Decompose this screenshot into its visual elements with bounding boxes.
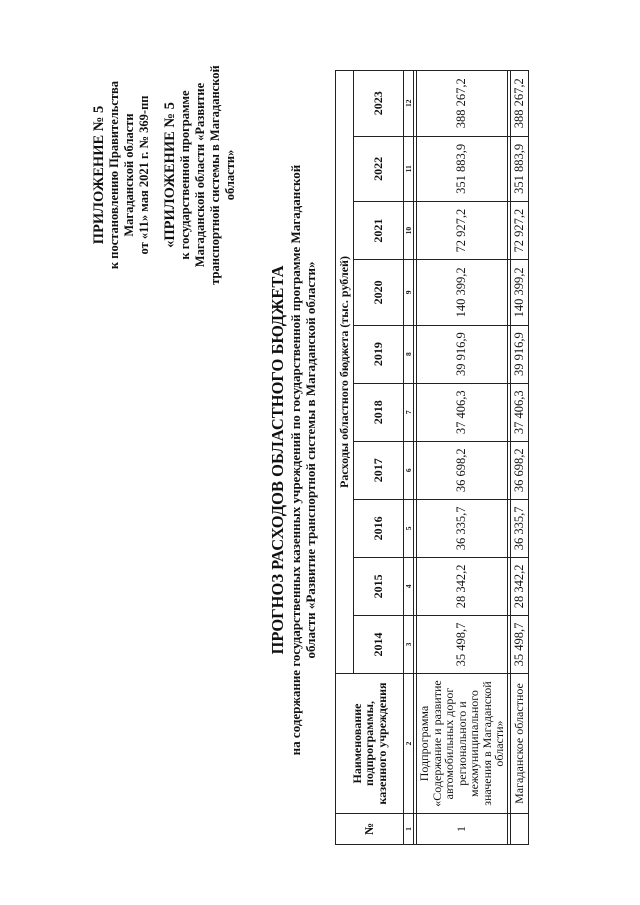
- row-value: 37 406,3: [417, 383, 508, 441]
- row-value: 36 335,7: [510, 499, 528, 557]
- inner-appendix-line: транспортной системы в Магаданской: [208, 65, 222, 285]
- row-value: 140 399,2: [417, 260, 508, 326]
- row-value: 351 883,9: [510, 136, 528, 202]
- appendix-block: [92, 25, 238, 325]
- row-number: 1: [417, 814, 508, 845]
- year-header: 2015: [354, 557, 404, 615]
- inner-appendix-line: Магаданской области «Развитие: [193, 82, 207, 268]
- appendix-line: Магаданской области: [122, 113, 136, 237]
- appendix-title: ПРИЛОЖЕНИЕ № 5: [91, 105, 107, 245]
- year-header: 2017: [354, 441, 404, 499]
- column-index: 8: [404, 325, 414, 383]
- column-index: 5: [404, 499, 414, 557]
- row-value: 388 267,2: [510, 71, 528, 137]
- row-name: Магаданское областное: [510, 674, 528, 814]
- row-value: 39 916,9: [510, 325, 528, 383]
- document-title: ПРОГНОЗ РАСХОДОВ ОБЛАСТНОГО БЮДЖЕТА: [268, 265, 287, 655]
- year-header: 2021: [354, 202, 404, 260]
- table-row: [510, 71, 528, 845]
- column-index: 1: [404, 814, 414, 845]
- column-index: 7: [404, 383, 414, 441]
- column-index: 2: [404, 674, 414, 814]
- row-value: 35 498,7: [510, 615, 528, 673]
- year-header: 2023: [354, 71, 404, 137]
- row-value: 36 335,7: [417, 499, 508, 557]
- row-value: 36 698,2: [510, 441, 528, 499]
- document-subtitle: на содержание государственных казенных учреждений по государственной программе Магаданской: [288, 164, 303, 756]
- row-value: 351 883,9: [417, 136, 508, 202]
- row-value: 28 342,2: [510, 557, 528, 615]
- table-header-row: [336, 71, 354, 845]
- row-value: 35 498,7: [417, 615, 508, 673]
- year-header: 2018: [354, 383, 404, 441]
- expenses-header: Расходы областного бюджета (тыс. рублей): [336, 71, 354, 674]
- row-value: 72 927,2: [510, 202, 528, 260]
- year-header: 2016: [354, 499, 404, 557]
- inner-appendix-line: области»: [223, 149, 237, 201]
- row-value: 37 406,3: [510, 383, 528, 441]
- column-index: 4: [404, 557, 414, 615]
- inner-appendix-title: «ПРИЛОЖЕНИЕ № 5: [162, 102, 178, 248]
- column-index: 3: [404, 615, 414, 673]
- row-name: Подпрограмма «Содержание и развитие автомобильных дорог регионального и межмуниципального значения в Магаданской области»: [417, 674, 508, 814]
- year-header: 2022: [354, 136, 404, 202]
- column-index: 6: [404, 441, 414, 499]
- col-no-header: №: [336, 814, 404, 845]
- document-subtitle: области «Развитие транспортной системы в Магаданской области»: [303, 261, 318, 659]
- year-header: 2020: [354, 260, 404, 326]
- row-value: 140 399,2: [510, 260, 528, 326]
- row-value: 36 698,2: [417, 441, 508, 499]
- row-number: [510, 814, 528, 845]
- col-name-header: Наименование подпрограммы, казенного учреждения: [336, 674, 404, 814]
- appendix-line: к постановлению Правительства: [107, 80, 121, 270]
- appendix-line: от «11» мая 2021 г. № 369-пп: [137, 95, 151, 255]
- year-header: 2014: [354, 615, 404, 673]
- year-header: 2019: [354, 325, 404, 383]
- row-value: 39 916,9: [417, 325, 508, 383]
- document-heading: [268, 135, 318, 785]
- column-index: 11: [404, 136, 414, 202]
- table-row: [417, 71, 508, 845]
- inner-appendix-line: к государственной программе: [178, 90, 192, 260]
- column-index: 9: [404, 260, 414, 326]
- row-value: 388 267,2: [417, 71, 508, 137]
- column-index: 10: [404, 202, 414, 260]
- column-index-row: [404, 71, 414, 845]
- column-index: 12: [404, 71, 414, 137]
- row-value: 28 342,2: [417, 557, 508, 615]
- row-value: 72 927,2: [417, 202, 508, 260]
- expenses-table: [335, 70, 529, 845]
